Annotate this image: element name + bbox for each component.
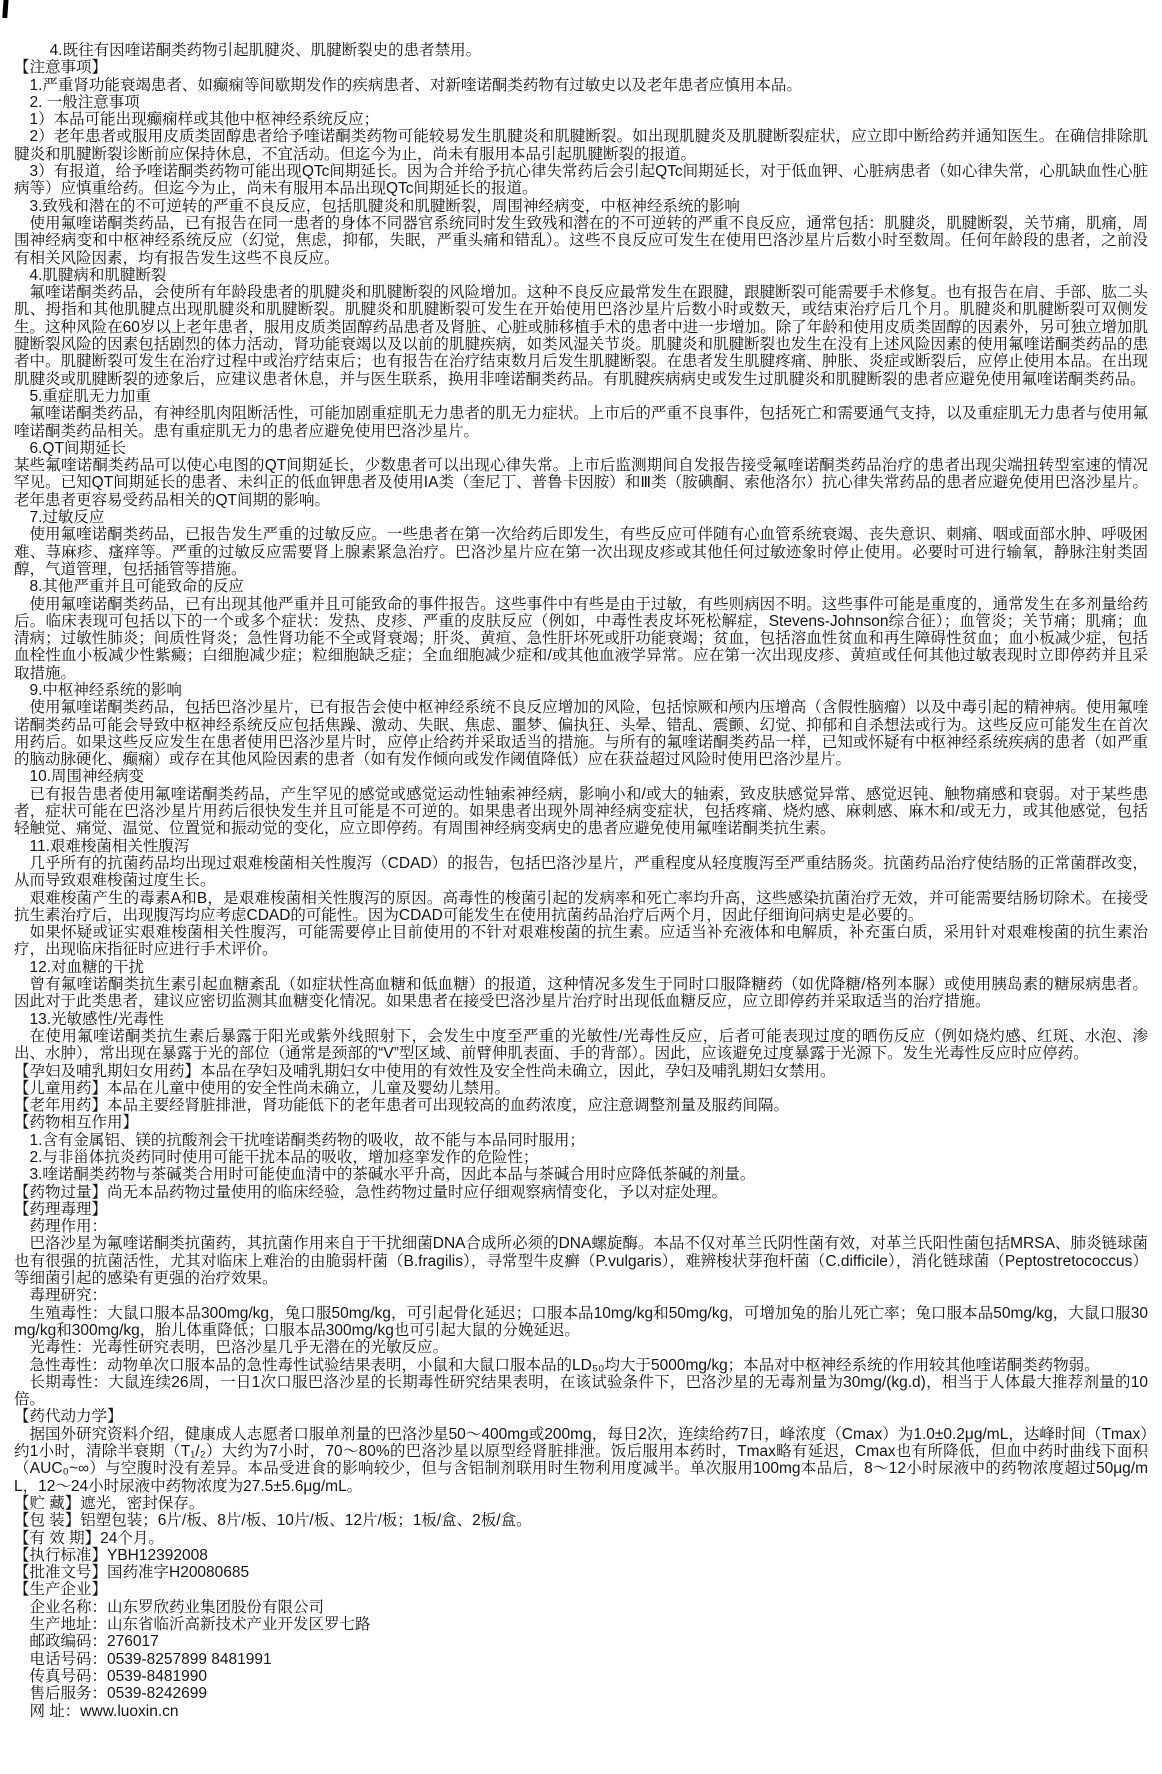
paragraph: 传真号码：0539-8481990 xyxy=(29,1667,207,1685)
paragraph: 巴洛沙星为氟喹诺酮类抗菌药，其抗菌作用来自于干扰细菌DNA合成所必须的DNA螺旋酶。本品不仅对革兰氏阴性菌有效，对革兰氏阳性菌包括MRSA、肺炎链球菌也有很强的抗菌活性，尤其对临床上难治的由脆弱杆菌（B.fragilis），寻常型牛皮癣（P.vulgaris），难辨梭状芽孢杆菌（C.difficile），消化链球菌（Peptostretococcus）等细菌引起的感染有更强的治疗效果。 xyxy=(14,1235,1148,1288)
section-header: 【老年用药】本品主要经肾脏排泄，肾功能低下的老年患者可出现较高的血药浓度，应注意调整剂量及服药间隔。 xyxy=(14,1097,790,1115)
paragraph: 3.致残和潜在的不可逆转的严重不良反应，包括肌腱炎和肌腱断裂，周围神经病变，中枢神经系统的影响 xyxy=(29,197,740,215)
section-header: 【生产企业】 xyxy=(14,1581,108,1599)
paragraph: 1.严重肾功能衰竭患者、如癫痫等间歇期发作的疾病患者、对新喹诺酮类药物有过敏史以及老年患者应慎用本品。 xyxy=(29,76,802,94)
paragraph: 12.对血糖的干扰 xyxy=(29,958,145,976)
paragraph: 使用氟喹诺酮类药品，已有报告在同一患者的身体不同器官系统同时发生致残和潜在的不可逆转的严重不良反应，通常包括：肌腱炎，肌腱断裂，关节痛，肌痛，周围神经病变和中枢神经系统反应（幻觉，焦虑，抑郁，失眠，严重头痛和错乱）。这些不良反应可发生在使用巴洛沙星片后数小时至数周。任何年龄段的患者，之前没有相关风险因素，均有报告发生这些不良反应。 xyxy=(14,214,1148,267)
section-header: 【药物过量】尚无本品药物过量使用的临床经验，急性药物过量时应仔细观察病情变化，予以对症处理。 xyxy=(14,1183,728,1201)
section-header: 【儿童用药】本品在儿童中使用的安全性尚未确立，儿童及婴幼儿禁用。 xyxy=(14,1079,511,1097)
paragraph: 2）老年患者或服用皮质类固醇患者给予喹诺酮类药物可能较易发生肌腱炎和肌腱断裂。如出现肌腱炎及肌腱断裂症状，应立即中断给药并通知医生。在确信排除肌腱炎和肌腱断裂诊断前应保持休息，不宜活动。但迄今为止，尚未有服用本品引起肌腱断裂的报道。 xyxy=(14,128,1148,163)
paragraph: 据国外研究资料介绍，健康成人志愿者口服单剂量的巴洛沙星50～400mg或200mg，每日2次，连续给药7日，峰浓度（Cmax）为1.0±0.2μg/mL，达峰时间（Tmax）约1小时，清除半衰期（T₁/₂）大约为7小时，70～80%的巴洛沙星以原型经肾脏排泄。饭后服用本药时，Tmax略有延迟，Cmax也有所降低，但血中药时曲线下面积（AUC₀~∞）与空腹时没有差异。本品受进食的影响较少，但与含铝制剂联用时生物利用度减半。单次服用100mg本品后，8～12小时尿液中的药物浓度超过50μg/mL，12～24小时尿液中药物浓度为27.5±5.6μg/mL。 xyxy=(14,1425,1148,1495)
paragraph: 网 址：www.luoxin.cn xyxy=(29,1702,179,1720)
paragraph: 9.中枢神经系统的影响 xyxy=(29,681,182,699)
paragraph: 6.QT间期延长 xyxy=(29,439,126,457)
paragraph: 3.喹诺酮类药物与茶碱类合用时可能使血清中的茶碱水平升高，因此本品与茶碱合用时应降低茶碱的剂量。 xyxy=(29,1166,756,1184)
paragraph: 几乎所有的抗菌药品均出现过艰难梭菌相关性腹泻（CDAD）的报告，包括巴洛沙星片，严重程度从轻度腹泻至严重结肠炎。抗菌药品治疗使结肠的正常菌群改变，从而导致艰难梭菌过度生长。 xyxy=(14,854,1148,890)
section-header: 【包 装】铝塑包装；6片/板、8片/板、10片/板、12片/板；1板/盒、2板/盒。 xyxy=(14,1512,532,1530)
paragraph: 曾有氟喹诺酮类抗生素引起血糖紊乱（如症状性高血糖和低血糖）的报道，这种情况多发生于同时口服降糖药（如优降糖/格列本脲）或使用胰岛素的糖尿病患者。因此对于此类患者，建议应密切监测其血糖变化情况。如果患者在接受巴洛沙星片治疗时出现低血糖反应，应立即停药并采取适当的治疗措施。 xyxy=(14,976,1148,1011)
section-header: 【批准文号】国药准字H20080685 xyxy=(14,1564,250,1582)
paragraph: 售后服务：0539-8242699 xyxy=(29,1685,207,1703)
paragraph: 毒理研究： xyxy=(29,1287,108,1305)
paragraph: 4.肌腱病和肌腱断裂 xyxy=(29,266,167,284)
paragraph: 使用氟喹诺酮类药品，已报告发生严重的过敏反应。一些患者在第一次给药后即发生，有些反应可伴随有心血管系统衰竭、丧失意识、刺痛、咽或面部水肿、呼吸困难、荨麻疹、瘙痒等。严重的过敏反应需要肾上腺素紧急治疗。巴洛沙星片应在第一次出现皮疹或其他任何过敏迹象时停止使用。必要时可进行输氧，静脉注射类固醇，气道管理，包括插管等措施。 xyxy=(14,526,1148,578)
paragraph: 3）有报道，给予喹诺酮类药物可能出现QTc间期延长。因为合并给予抗心律失常药后会引起QTc间期延长，对于低血钾、心脏病患者（如心律失常，心肌缺血性心脏病等）应慎重给药。但迄今为止，尚未有服用本品出现QTc间期延长的报道。 xyxy=(14,163,1148,198)
section-header: 【药代动力学】 xyxy=(14,1408,123,1426)
paragraph: 在使用氟喹诺酮类抗生素后暴露于阳光或紫外线照射下，会发生中度至严重的光敏性/光毒性反应，后者可能表现过度的晒伤反应（例如烧灼感、红斑、水泡、渗出、水肿），常出现在暴露于光的部位（通常是颈部的“V”型区域、前臂伸肌表面、手的背部）。因此，应该避免过度暴露于光源下。发生光毒性反应时应停药。 xyxy=(14,1027,1148,1063)
paragraph: 企业名称：山东罗欣药业集团股份有限公司 xyxy=(29,1598,325,1616)
section-header: 【孕妇及哺乳期妇女用药】本品在孕妇及哺乳期妇女中使用的有效性及安全性尚未确立，因此，孕妇及哺乳期妇女禁用。 xyxy=(14,1062,836,1080)
paragraph: 邮政编码：276017 xyxy=(29,1633,159,1651)
paragraph: 氟喹诺酮类药品，有神经肌肉阻断活性，可能加剧重症肌无力患者的肌无力症状。上市后的严重不良事件，包括死亡和需要通气支持，以及重症肌无力患者与使用氟喹诺酮类药品相关。患有重症肌无力的患者应避免使用巴洛沙星片。 xyxy=(14,405,1148,440)
paragraph: 5.重症肌无力加重 xyxy=(29,387,151,405)
section-header: 【药物相互作用】 xyxy=(14,1114,139,1132)
paragraph: 某些氟喹诺酮类药品可以使心电图的QT间期延长，少数患者可以出现心律失常。上市后监测期间自发报告接受氟喹诺酮类药品治疗的患者出现尖端扭转型室速的情况罕见。已知QT间期延长的患者、未纠正的低血钾患者及使用IA类（奎尼丁、普鲁卡因胺）和Ⅲ类（胺碘酮、索他洛尔）抗心律失常药品的患者应避免使用巴洛沙星片。老年患者更容易受药品相关的QT间期的影响。 xyxy=(14,457,1148,509)
paragraph: 1.含有金属铝、镁的抗酸剂会干扰喹诺酮类药物的吸收，故不能与本品同时服用； xyxy=(29,1131,585,1149)
paragraph: 急性毒性：动物单次口服本品的急性毒性试验结果表明，小鼠和大鼠口服本品的LD₅₀均大于5000mg/kg；本品对中枢神经系统的作用较其他喹诺酮类药物弱。 xyxy=(29,1356,1100,1374)
paragraph: 长期毒性：大鼠连续26周，一日1次口服巴洛沙星的长期毒性研究结果表明，在该试验条件下，巴洛沙星的无毒剂量为30mg/(kg.d)，相当于人体最大推荐剂量的10倍。 xyxy=(14,1373,1148,1409)
paragraph: 使用氟喹诺酮类药品，包括巴洛沙星片，已有报告会使中枢神经系统不良反应增加的风险，包括惊厥和颅内压增高（含假性脑瘤）以及中毒引起的精神病。使用氟喹诺酮类药品可能会导致中枢神经系统反应包括焦躁、激动、失眠、焦虑、噩梦、偏执狂、头晕、错乱、震颤、幻觉、抑郁和自杀想法或行为。这些反应可能发生在首次用药后。如果这些反应发生在患者使用巴洛沙星片时，应停止给药并采取适当的措施。与所有的氟喹诺酮类药品一样，已知或怀疑有中枢神经系统疾病的患者（如严重的脑动脉硬化、癫痫）或存在其他风险因素的患者（如有发作倾向或发作阈值降低）应在获益超过风险时使用巴洛沙星片。 xyxy=(14,699,1148,769)
paragraph: 11.艰难梭菌相关性腹泻 xyxy=(29,837,190,855)
paragraph: 艰难梭菌产生的毒素A和B，是艰难梭菌相关性腹泻的原因。高毒性的梭菌引起的发病率和死亡率均升高，这些感染抗菌治疗无效，并可能需要结肠切除术。在接受抗生素治疗后，出现腹泻均应考虑CDAD的可能性。因为CDAD可能发生在使用抗菌药品治疗后两个月，因此仔细询问病史是必要的。 xyxy=(14,889,1148,924)
paragraph: 生产地址：山东省临沂高新技术产业开发区罗七路 xyxy=(29,1616,371,1634)
section-header: 【注意事项】 xyxy=(14,59,108,77)
section-header: 【有 效 期】24个月。 xyxy=(14,1529,164,1547)
paragraph: 1）本品可能出现癫痫样或其他中枢神经系统反应； xyxy=(29,111,380,129)
paragraph: 2.与非甾体抗炎药同时使用可能干扰本品的吸收，增加痉挛发作的危险性； xyxy=(29,1149,539,1166)
paragraph: 如果怀疑或证实艰难梭菌相关性腹泻，可能需要停止目前使用的不针对艰难梭菌的抗生素。应适当补充液体和电解质，补充蛋白质，采用针对艰难梭菌的抗生素治疗，出现临床指征时应进行手术评价。 xyxy=(14,924,1148,959)
paragraph: 药理作用： xyxy=(29,1218,108,1236)
section-header: 【执行标准】YBH12392008 xyxy=(14,1546,208,1564)
paragraph: 10.周围神经病变 xyxy=(29,768,145,786)
section-header: 【贮 藏】遮光，密封保存。 xyxy=(14,1494,205,1512)
paragraph: 电话号码：0539-8257899 8481991 xyxy=(29,1650,272,1668)
paragraph: 氟喹诺酮类药品，会使所有年龄段患者的肌腱炎和肌腱断裂的风险增加。这种不良反应最常发生在跟腱，跟腱断裂可能需要手术修复。也有报告在肩、手部、肱二头肌、拇指和其他肌腱点出现肌腱炎和肌腱断裂。肌腱炎和肌腱断裂可发生在开始使用巴洛沙星片后数小时或数天，或结束治疗后几个月。肌腱炎和肌腱断裂可双侧发生。这种风险在60岁以上老年患者，服用皮质类固醇药品患者及肾脏、心脏或肺移植手术的患者中进一步增加。除了年龄和使用皮质类固醇的因素外，另可独立增加肌腱断裂风险的因素包括剧烈的体力活动，肾功能衰竭以及以前的肌腱疾病，如类风湿关节炎。肌腱炎和肌腱断裂也发生在没有上述风险因素的使用氟喹诺酮类药品的患者中。肌腱断裂可发生在治疗过程中或治疗结束后；也有报告在治疗结束数月后发生肌腱断裂。在患者发生肌腱疼痛、肿胀、炎症或断裂后，应停止使用本品。在出现肌腱炎或肌腱断裂的迹象后，应建议患者休息，并与医生联系，换用非喹诺酮类药品。有肌腱疾病病史或发生过肌腱炎和肌腱断裂的患者应避免使用氟喹诺酮类药品。 xyxy=(14,284,1148,388)
paragraph: 生殖毒性：大鼠口服本品300mg/kg，兔口服50mg/kg，可引起骨化延迟；口服本品10mg/kg和50mg/kg，可增加兔的胎儿死亡率；兔口服本品50mg/kg，大鼠口服30mg/kg和300mg/kg，胎儿体重降低；口服本品300mg/kg也可引起大鼠的分娩延迟。 xyxy=(14,1304,1148,1339)
paragraph: 已有报告患者使用氟喹诺酮类药品，产生罕见的感觉或感觉运动性轴索神经病，影响小和/或大的轴索，致皮肤感觉异常、感觉迟钝、触物痛感和衰弱。对于某些患者，症状可能在巴洛沙星片用药后很快发生并且可能是不可逆的。如果患者出现外周神经病变症状，包括疼痛、烧灼感、麻刺感、麻木和/或无力，或其他感觉，包括轻触觉、痛觉、温觉、位置觉和振动觉的变化，应立即停药。有周围神经病变病史的患者应避免使用氟喹诺酮类抗生素。 xyxy=(14,785,1148,838)
paragraph: 光毒性：光毒性研究表明，巴洛沙星几乎无潜在的光敏反应。 xyxy=(29,1339,449,1357)
section-header: 【药理毒理】 xyxy=(14,1200,108,1218)
paragraph: 8.其他严重并且可能致命的反应 xyxy=(29,578,244,596)
paragraph: 4.既往有因喹诺酮类药物引起肌腱炎、肌腱断裂史的患者禁用。 xyxy=(49,42,482,59)
paragraph: 2. 一般注意事项 xyxy=(29,93,140,111)
paragraph: 使用氟喹诺酮类药品，已有出现其他严重并且可能致命的事件报告。这些事件中有些是由于过敏，有些则病因不明。这些事件可能是重度的，通常发生在多剂量给药后。临床表现可包括以下的一个或多个症状：发热、皮疹、严重的皮肤反应（例如，中毒性表皮坏死松解症，Stevens-Johnson综合征）；血管炎；关节痛；肌痛；血清病；过敏性肺炎；间质性肾炎；急性肾功能不全或肾衰竭；肝炎、黄疸、急性肝坏死或肝功能衰竭；贫血，包括溶血性贫血和再生障碍性贫血；血小板减少症，包括血栓性血小板减少性紫癜；白细胞减少症；粒细胞缺乏症；全血细胞减少症和/或其他血液学异常。应在第一次出现皮疹、黄疸或任何其他过敏表现时立即停药并且采取措施。 xyxy=(14,595,1148,682)
paragraph: 13.光敏感性/光毒性 xyxy=(29,1010,164,1028)
paragraph: 7.过敏反应 xyxy=(29,509,105,527)
